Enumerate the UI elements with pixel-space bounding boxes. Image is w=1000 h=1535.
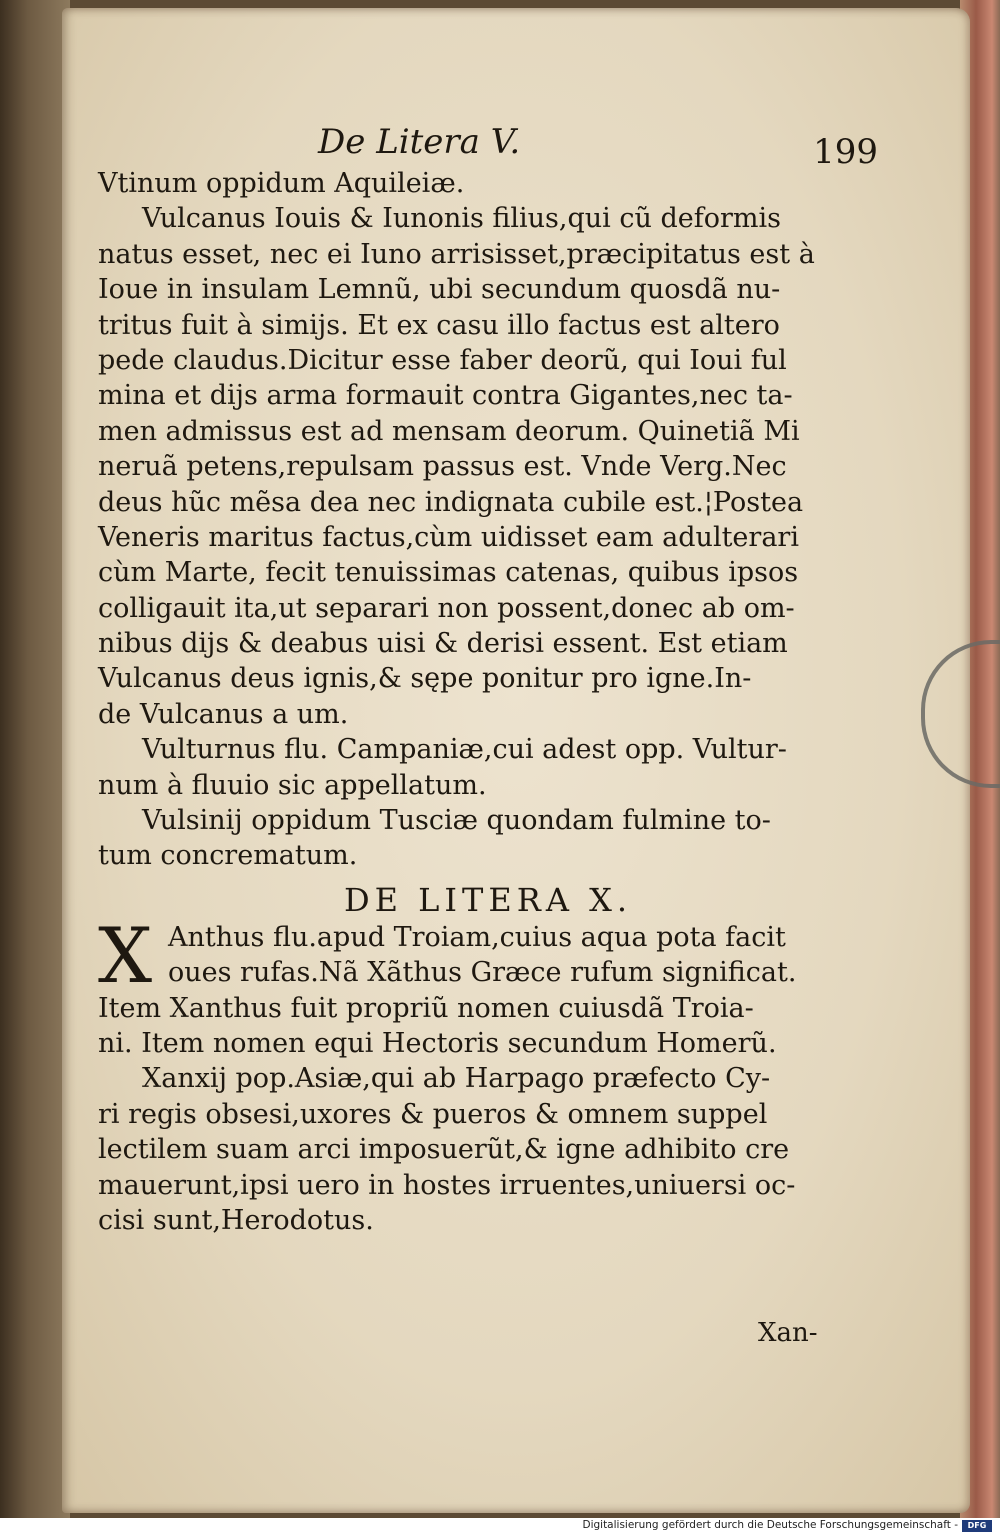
entries-letter-x: [98, 910, 878, 1239]
page-header: [98, 118, 878, 172]
text-line: ri regis obsesi,uxores & pueros & omnem suppel: [98, 1098, 768, 1130]
book-binding-edge: [0, 0, 70, 1518]
text-line: cisi sunt,Herodotus.: [98, 1204, 374, 1236]
drop-cap-initial: X: [98, 910, 153, 1000]
text-line: Ioue in insulam Lemnũ, ubi secundum quosdã nu-: [98, 274, 781, 306]
dfg-logo: DFG: [962, 1520, 992, 1532]
text-line: tritus fuit à simijs. Et ex casu illo factus est altero: [98, 309, 780, 341]
text-line: Vulcanus deus ignis,& sępe ponitur pro igne.In-: [98, 663, 752, 695]
text-line: Item Xanthus fuit propriũ nomen cuiusdã Troia-: [98, 992, 754, 1024]
text-line: num à fluuio sic appellatum.: [98, 769, 487, 801]
text-line: de Vulcanus a um.: [98, 698, 349, 730]
text-line: colligauit ita,ut separari non possent,donec ab om-: [98, 592, 795, 624]
text-line: deus hũc mẽsa dea nec indignata cubile est.¦Postea: [98, 486, 804, 518]
text-line: ni. Item nomen equi Hectoris secundum Homerũ.: [98, 1027, 777, 1059]
digitization-footer: [0, 1518, 1000, 1535]
running-head: De Litera V.: [318, 122, 521, 162]
text-line: mina et dijs arma formauit contra Gigantes,nec ta-: [98, 380, 793, 412]
text-line: pede claudus.Dicitur esse faber deorũ, qui Ioui ful: [98, 344, 787, 376]
text-line: tum concrematum.: [98, 840, 358, 872]
text-line: oues rufas.Nã Xãthus Græce rufum significat.: [168, 957, 797, 989]
text-line: Vtinum oppidum Aquileiæ.: [98, 168, 465, 199]
funding-credit: Digitalisierung gefördert durch die Deutsche Forschungsgemeinschaft -: [582, 1519, 958, 1531]
section-heading: DE LITERA X.: [343, 880, 633, 919]
text-line: mauerunt,ipsi uero in hostes irruentes,uniuersi oc-: [98, 1169, 796, 1201]
text-line: Veneris maritus factus,cùm uidisset eam adulterari: [98, 521, 799, 553]
text-line: cùm Marte, fecit tenuissimas catenas, quibus ipsos: [98, 557, 799, 589]
page-number: 199: [813, 132, 878, 172]
page-text: [98, 118, 878, 1238]
text-line: Xanxij pop.Asiæ,qui ab Harpago præfecto Cy-: [142, 1063, 771, 1095]
text-line: natus esset, nec ei Iuno arrisisset,præcipitatus est à: [98, 238, 815, 270]
text-line: Vulturnus flu. Campaniæ,cui adest opp. Vultur-: [142, 734, 787, 766]
text-line: neruã petens,repulsam passus est. Vnde Verg.Nec: [98, 451, 787, 483]
text-line: men admissus est ad mensam deorum. Quinetiã Mi: [98, 415, 800, 447]
entries-letter-v: [98, 166, 878, 874]
text-line: nibus dijs & deabus uisi & derisi essent. Est etiam: [98, 628, 788, 660]
text-line: Vulsinij oppidum Tusciæ quondam fulmine to-: [142, 805, 771, 837]
text-line: lectilem suam arci imposuerũt,& igne adhibito cre: [98, 1134, 790, 1166]
catchword: Xan-: [758, 1318, 818, 1348]
text-line-content: Anthus flu.apud Troiam,cuius aqua pota facit: [168, 921, 786, 953]
text-line: Vulcanus Iouis & Iunonis filius,qui cũ deformis: [142, 203, 781, 235]
